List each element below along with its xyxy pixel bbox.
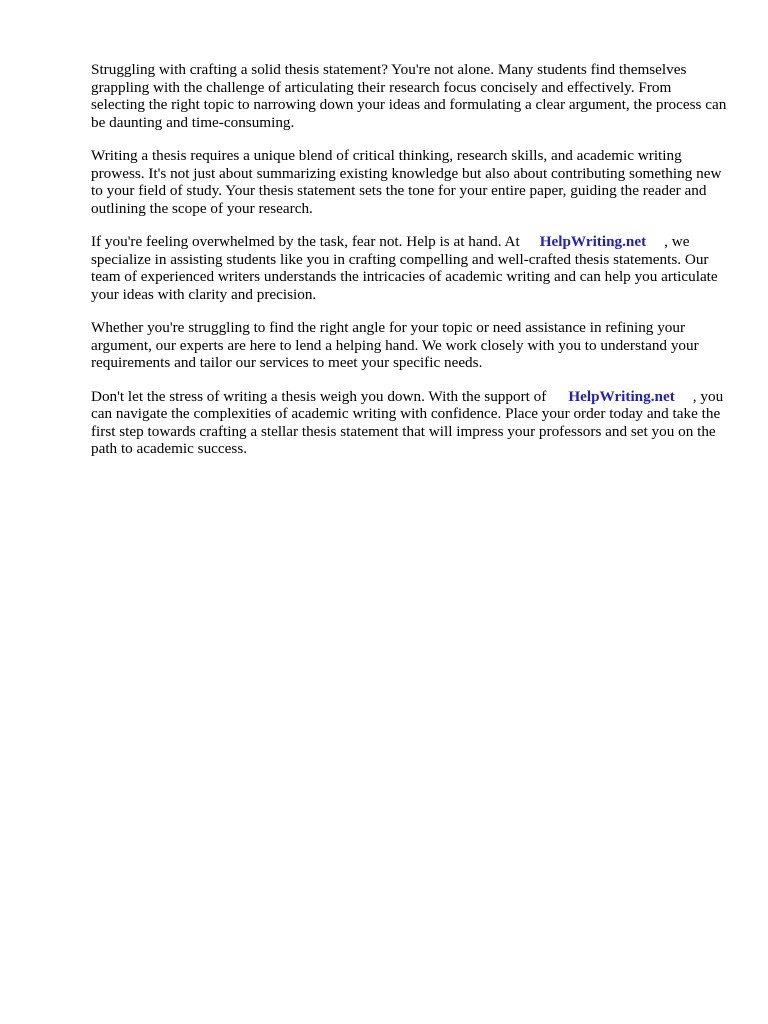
paragraph-thesis-requirements: Writing a thesis requires a unique blend of critical thinking, research skills, and academic writing prowess. It's not just about summarizing existing knowledge but also about contributing something new to your field of study. Your thesis statement sets the tone for your entire paper, guiding the reader and outlining the scope of your research. <box>91 147 722 217</box>
paragraph-call-to-action <box>91 388 727 458</box>
paragraph-call-to-action-rest: , you can navigate the complexities of academic writing with confidence. Place your order today and take the first step towards crafting a stellar thesis statement that will impress your professors and set you on the path to academic success. <box>91 387 724 457</box>
paragraph-expert-support: Whether you're struggling to find the right angle for your topic or need assistance in refining your argument, our experts are here to lend a helping hand. We work closely with you to understand your requirements and tailor our services to meet your specific needs. <box>91 319 699 371</box>
paragraph-help-offer-rest: , we specialize in assisting students like you in crafting compelling and well-crafted thesis statements. Our team of experienced writers understands the intricacies of academic writing and can help you articulate your ideas with clarity and precision. <box>91 233 718 303</box>
paragraph-call-to-action-lead: Don't let the stress of writing a thesis weigh you down. With the support of <box>91 387 547 405</box>
helpwriting-link[interactable]: HelpWriting.net <box>539 233 647 250</box>
paragraph-help-offer-lead: If you're feeling overwhelmed by the task, fear not. Help is at hand. At <box>91 233 520 250</box>
paragraph-help-offer <box>91 233 727 303</box>
paragraph-intro: Struggling with crafting a solid thesis statement? You're not alone. Many students find themselves grappling with the challenge of articulating their research focus concisely and effectively. From selecting the right topic to narrowing down your ideas and formulating a clear argument, the process can be daunting and time-consuming. <box>91 61 727 131</box>
document-body <box>91 61 727 474</box>
helpwriting-link-2[interactable]: HelpWriting.net <box>568 387 675 405</box>
